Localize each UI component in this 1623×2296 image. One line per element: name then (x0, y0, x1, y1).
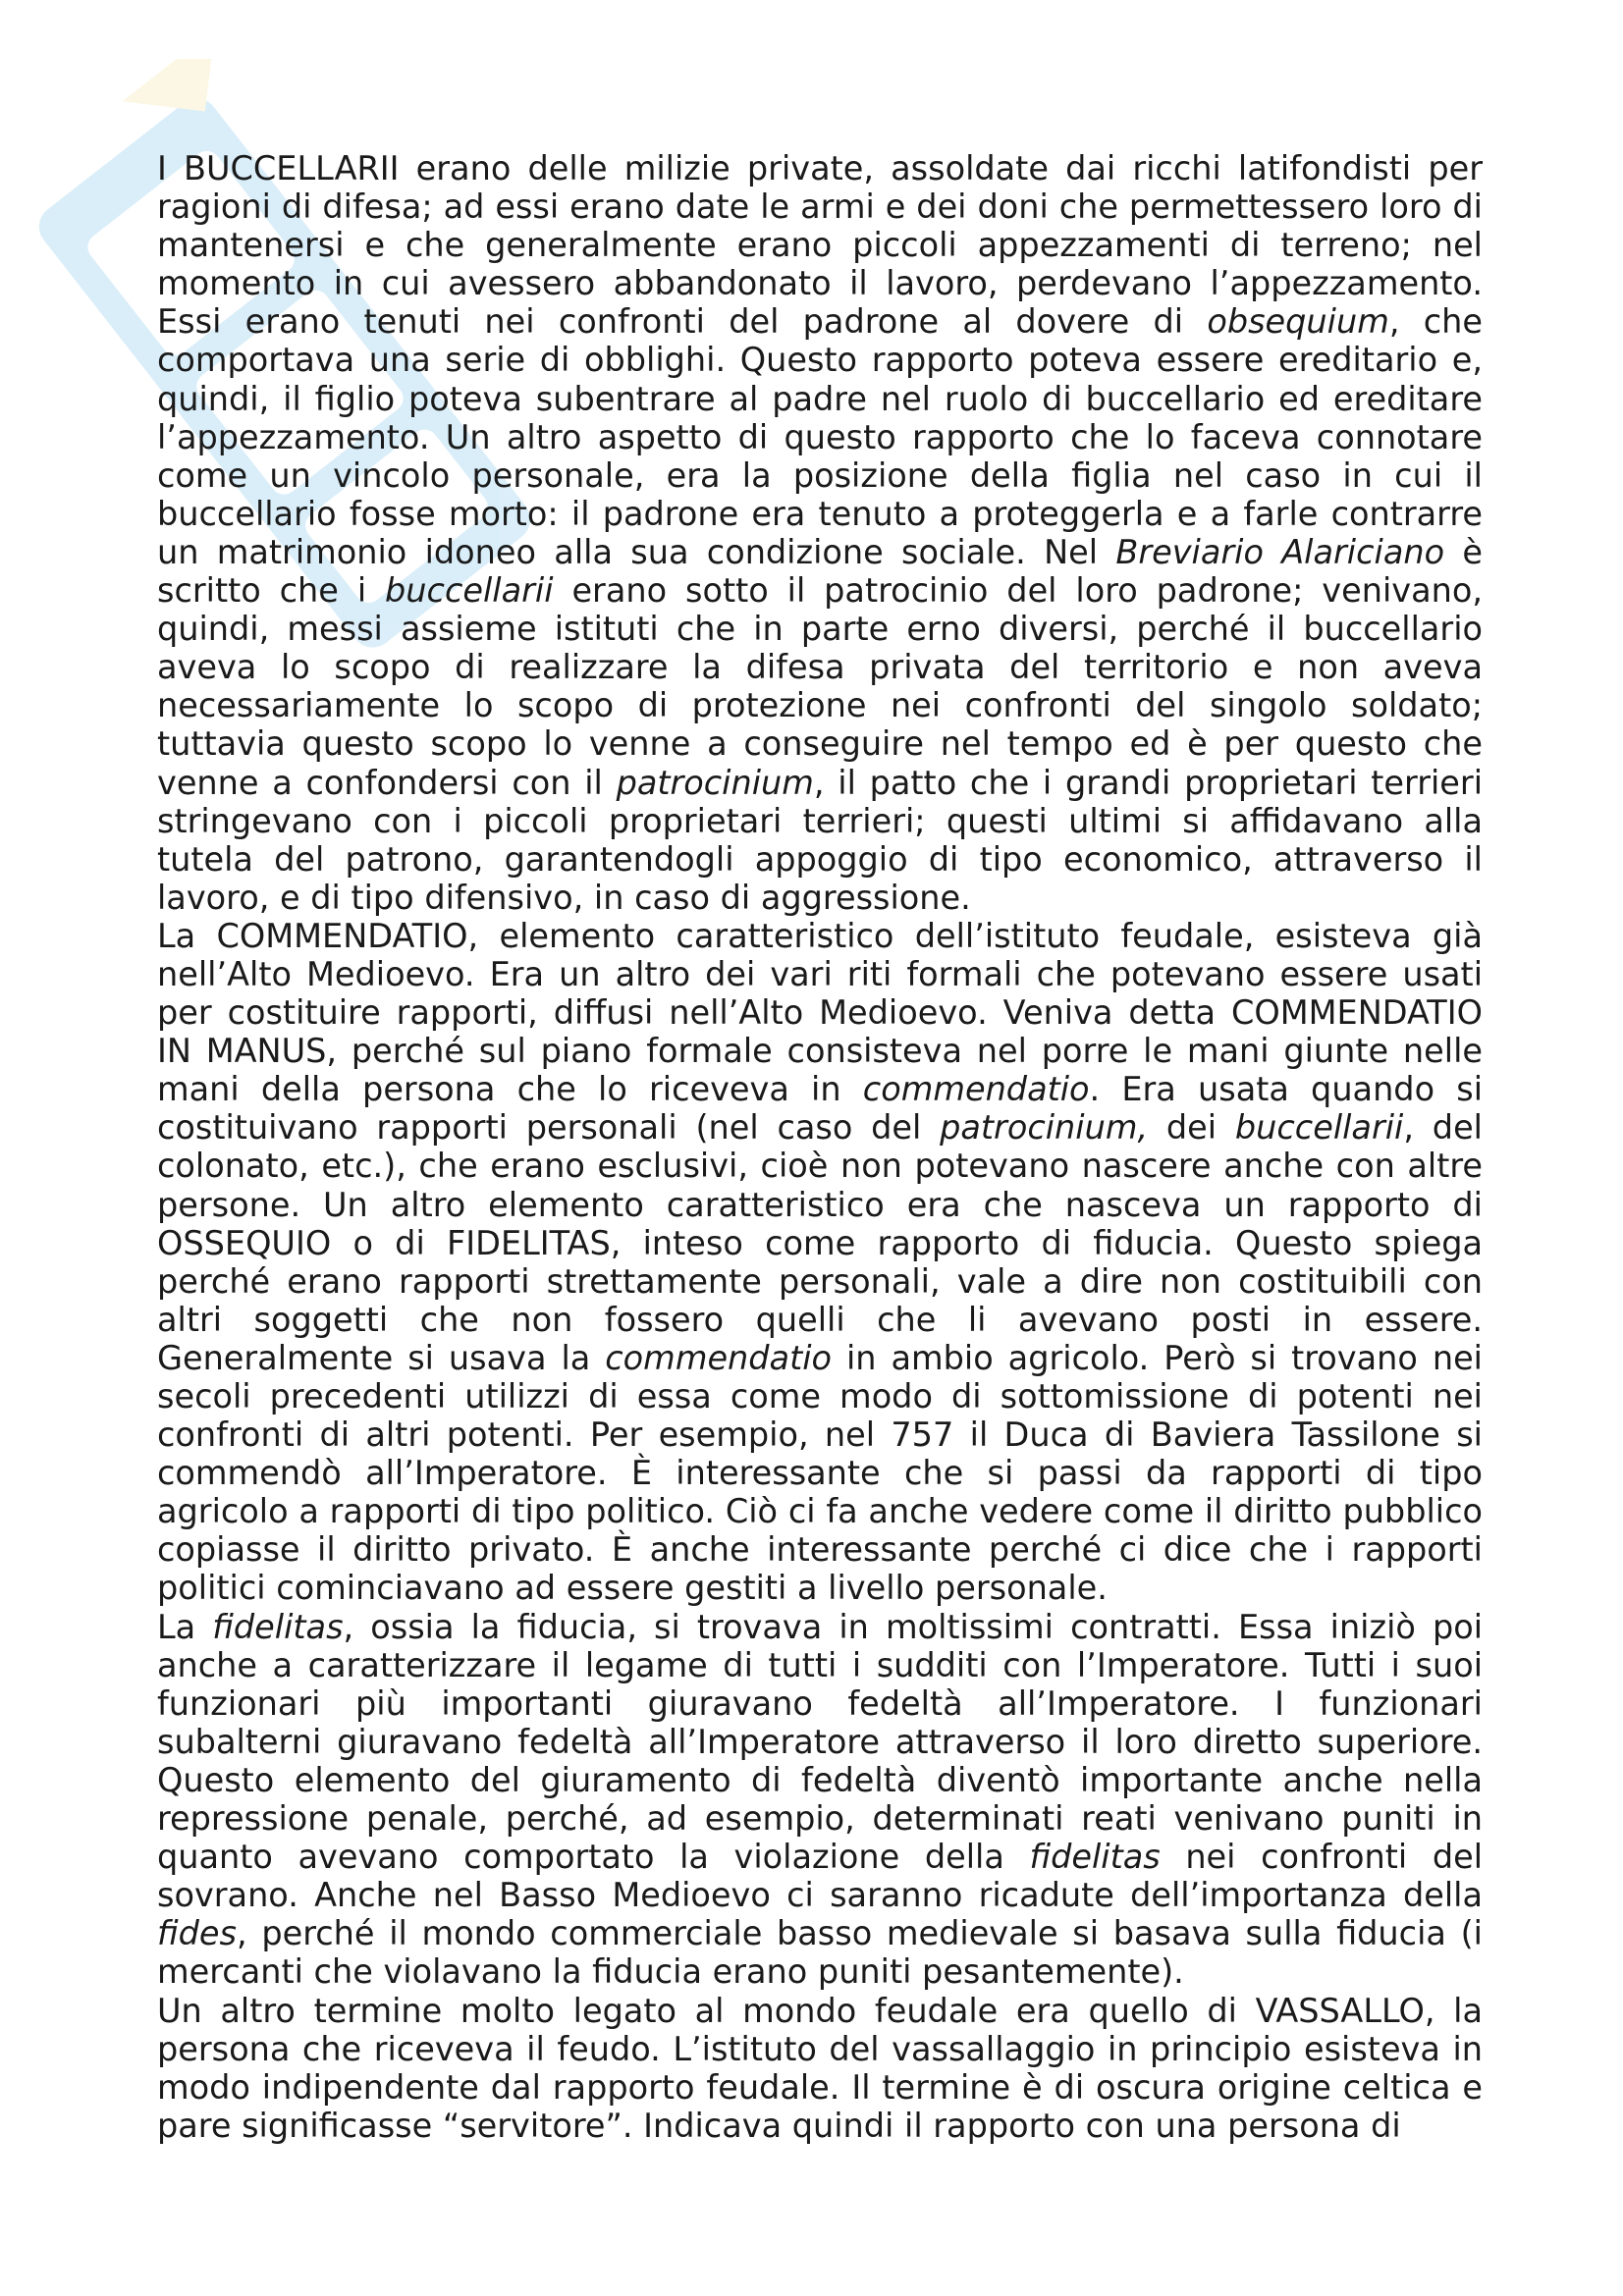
text-run: erano sotto il patrocinio del loro padrone; venivano, quindi, messi assieme istituti che in parte erno diversi, perché il buccellario aveva lo scopo di realizzare la difesa privata del territorio e non aveva necessariamente lo scopo di protezione nei confronti del singolo soldato; tuttavia questo scopo lo venne a conseguire nel tempo ed è per questo che venne a confondersi con il (157, 571, 1484, 802)
document-body (157, 149, 1483, 2145)
text-run: , perché il mondo commerciale basso medievale si basava sulla fiducia (i mercanti che violavano la fiducia erano puniti pesantemente). (157, 1914, 1483, 1992)
italic-term: patrocinium (616, 763, 814, 802)
paragraph (157, 149, 1483, 917)
italic-term: buccellarii (385, 571, 554, 611)
text-run: La (157, 1607, 213, 1646)
paragraph (157, 1992, 1483, 2145)
text-run: , il patto che i grandi proprietari terrieri stringevano con i piccoli proprietari terrieri; questi ultimi si affidavano alla tutela del patrono, garantendogli appoggio di tipo economico, attraverso il lavoro, e di tipo difensivo, in caso di aggressione. (157, 763, 1483, 917)
text-run: I BUCCELLARII erano delle milizie private, assoldate dai ricchi latifondisti per ragioni di difesa; ad essi erano date le armi e dei doni che permettessero loro di mantenersi e che generalmente erano piccoli appezzamenti di terreno; nel momento in cui avessero abbandonato il lavoro, perdevano l’appezzamento. Essi erano tenuti nei confronti del padrone al dovere di (157, 149, 1483, 342)
text-run: Un altro termine molto legato al mondo feudale era quello di VASSALLO, la persona che riceveva il feudo. L’istituto del vassallaggio in principio esisteva in modo indipendente dal rapporto feudale. Il termine è di oscura origine celtica e pare significasse “servitore”. Indicava quindi il rapporto con una persona di (157, 1991, 1483, 2145)
italic-term: buccellarii (1234, 1108, 1404, 1148)
paragraph (157, 917, 1483, 1608)
italic-term: patrocinium, (940, 1108, 1149, 1148)
italic-term: fidelitas (212, 1607, 344, 1646)
italic-term: fides (157, 1914, 237, 1953)
paragraph (157, 1608, 1483, 1992)
italic-term: commendatio (605, 1338, 833, 1377)
text-run: in ambio agricolo. Però si trovano nei secoli precedenti utilizzi di essa come modo di sottomissione di potenti nei confronti di altri potenti. Per esempio, nel 757 il Duca di Baviera Tassilone si commendò all’Imperatore. È interessante che si passi da rapporti di tipo agricolo a rapporti di tipo politico. Ciò ci fa anche vedere come il diritto pubblico copiasse il diritto privato. È anche interessante perché ci dice che i rapporti politici cominciavano ad essere gestiti a livello personale. (157, 1338, 1483, 1608)
text-run: , ossia la fiducia, si trovava in moltissimi contratti. Essa iniziò poi anche a caratterizzare il legame di tutti i sudditi con l’Imperatore. Tutti i suoi funzionari più importanti giuravano fedeltà all’Imperatore. I funzionari subalterni giuravano fedeltà all’Imperatore attraverso il loro diretto superiore. Questo elemento del giuramento di fedeltà diventò importante anche nella repressione penale, perché, ad esempio, determinati reati venivano puniti in quanto avevano comportato la violazione della (157, 1607, 1484, 1877)
text-run: è scritto che i (157, 532, 1483, 611)
text-run: , del colonato, etc.), che erano esclusivi, cioè non potevano nascere anche con altre persone. Un altro elemento caratteristico era che nasceva un rapporto di OSSEQUIO o di FIDELITAS, inteso come rapporto di fiducia. Questo spiega perché erano rapporti strettamente personali, vale a dire non costituibili con altri soggetti che non fossero quelli che li avevano posti in essere. Generalmente si usava la (157, 1108, 1483, 1377)
text-run: La COMMENDATIO, elemento caratteristico dell’istituto feudale, esisteva già nell’Alto Medioevo. Era un altro dei vari riti formali che potevano essere usati per costituire rapporti, diffusi nell’Alto Medioevo. Veniva detta COMMENDATIO IN MANUS, perché sul piano formale consisteva nel porre le mani giunte nelle mani della persona che lo riceveva in (157, 916, 1483, 1109)
text-run: dei (1148, 1108, 1235, 1148)
italic-term: obsequium (1207, 302, 1389, 342)
italic-term: commendatio (862, 1070, 1090, 1109)
text-run: nei confronti del sovrano. Anche nel Basso Medioevo ci saranno ricadute dell’importanza della (157, 1838, 1483, 1915)
text-run: , che comportava una serie di obblighi. Questo rapporto poteva essere ereditario e, quindi, il figlio poteva subentrare al padre nel ruolo di buccellario ed ereditare l’appezzamento. Un altro aspetto di questo rapporto che lo faceva connotare come un vincolo personale, era la posizione della figlia nel caso in cui il buccellario fosse morto: il padrone era tenuto a proteggerla e a farle contrarre un matrimonio idoneo alla sua condizione sociale. Nel (157, 302, 1484, 571)
italic-term: Breviario Alariciano (1115, 532, 1445, 571)
italic-term: fidelitas (1029, 1838, 1161, 1877)
text-run: . Era usata quando si costituivano rapporti personali (nel caso del (157, 1070, 1483, 1148)
